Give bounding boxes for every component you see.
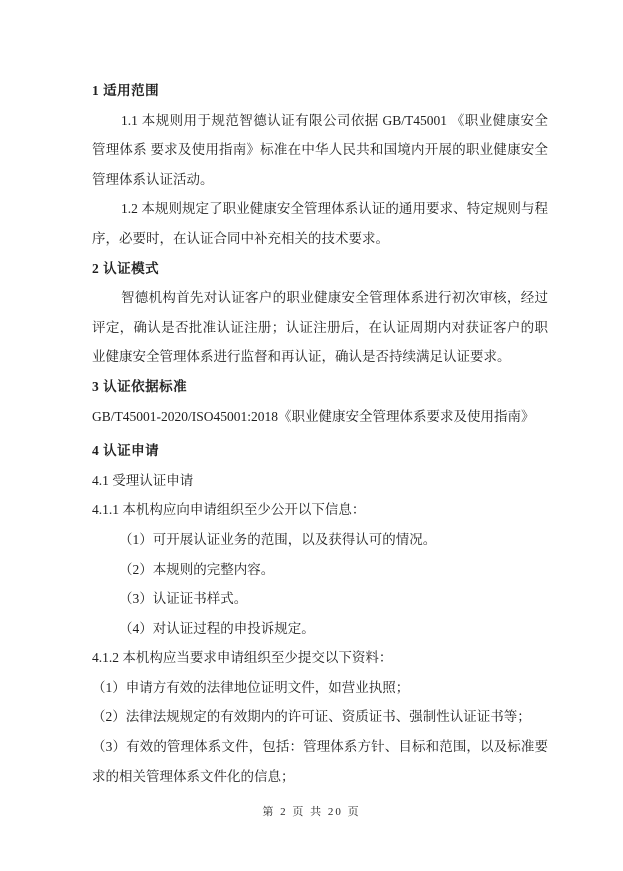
para-1-2: 1.2 本规则规定了职业健康安全管理体系认证的通用要求、特定规则与程序，必要时，在认证合同中补充相关的技术要求。 bbox=[92, 201, 548, 246]
page-footer bbox=[0, 803, 623, 819]
list-item-public-info-4: （4）对认证过程的申投诉规定。 bbox=[119, 620, 315, 636]
heading-scope: 1 适用范围 bbox=[92, 83, 160, 98]
heading-certification-basis: 3 认证依据标准 bbox=[92, 378, 188, 394]
list-item-submit-doc-3: （3）有效的管理体系文件，包括：管理体系方针、目标和范围，以及标准要求的相关管理体系文件化的信息； bbox=[92, 739, 548, 784]
list-item-public-info-1: （1）可开展认证业务的范围，以及获得认可的情况。 bbox=[119, 531, 437, 547]
document-body bbox=[92, 76, 548, 791]
para-4-1-2: 4.1.2 本机构应当要求申请组织至少提交以下资料： bbox=[92, 650, 393, 666]
list-item-public-info-2: （2）本规则的完整内容。 bbox=[119, 561, 275, 577]
para-4-1: 4.1 受理认证申请 bbox=[92, 472, 194, 488]
para-4-1-1: 4.1.1 本机构应向申请组织至少公开以下信息： bbox=[92, 502, 366, 518]
heading-certification-mode: 2 认证模式 bbox=[92, 260, 160, 276]
para-standard-reference: GB/T45001-2020/ISO45001:2018《职业健康安全管理体系要求及使用指南》 bbox=[92, 408, 535, 424]
page-number-text: 第 2 页 共 20 页 bbox=[262, 806, 361, 818]
heading-certification-application: 4 认证申请 bbox=[92, 443, 160, 459]
para-1-1: 1.1 本规则用于规范智德认证有限公司依据 GB/T45001 《职业健康安全管理体系 要求及使用指南》标准在中华人民共和国境内开展的职业健康安全管理体系认证活动。 bbox=[92, 112, 549, 187]
para-certification-mode: 智德机构首先对认证客户的职业健康安全管理体系进行初次审核，经过评定，确认是否批准认证注册；认证注册后，在认证周期内对获证客户的职业健康安全管理体系进行监督和再认证，确认是否持续满足认证要求。 bbox=[92, 290, 548, 365]
list-item-submit-doc-1: （1）申请方有效的法律地位证明文件，如营业执照； bbox=[92, 679, 410, 695]
list-item-public-info-3: （3）认证证书样式。 bbox=[119, 591, 248, 607]
list-item-submit-doc-2: （2）法律法规规定的有效期内的许可证、资质证书、强制性认证证书等； bbox=[92, 709, 531, 725]
